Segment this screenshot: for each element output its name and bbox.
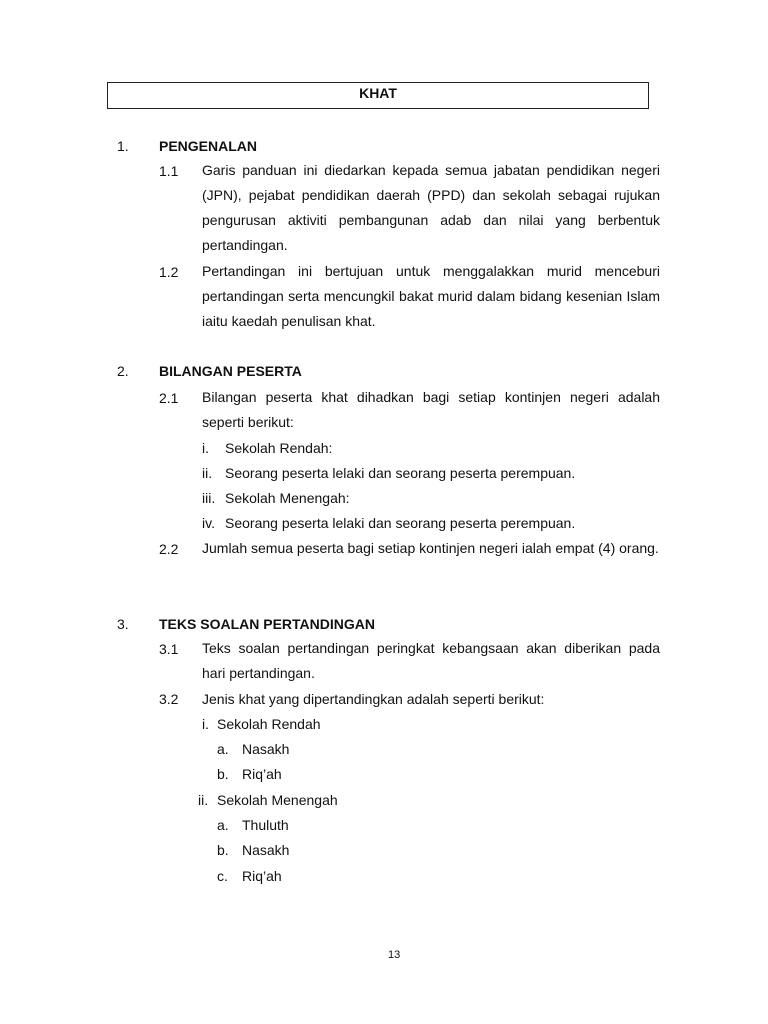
group-label-sekolah-menengah: Sekolah Menengah xyxy=(217,792,338,808)
section-1-heading: PENGENALAN xyxy=(159,138,258,154)
option-item: Nasakh xyxy=(242,741,290,757)
item-1-1-text: Garis panduan ini diedarkan kepada semua jabatan pendidikan negeri (JPN), pejabat pendidikan daerah (PPD) dan sekolah sebagai rujukan pengurusan aktiviti pembangunan adab dan nilai yang berbentuk pertandingan. xyxy=(202,162,660,253)
option-marker: b. xyxy=(217,842,229,858)
section-2-heading: BILANGAN PESERTA xyxy=(159,363,302,379)
item-3-2-number: 3.2 xyxy=(159,691,179,707)
item-2-1-text: Bilangan peserta khat dihadkan bagi setiap kontinjen negeri adalah seperti berikut: xyxy=(202,389,660,430)
section-2-number: 2. xyxy=(117,363,129,379)
option-item: Riq’ah xyxy=(242,868,282,884)
option-item: Thuluth xyxy=(242,817,289,833)
list-item-marker: i. xyxy=(202,440,209,456)
option-marker: c. xyxy=(217,868,228,884)
option-marker: a. xyxy=(217,817,229,833)
list-item: Sekolah Menengah: xyxy=(225,490,350,506)
item-3-1-number: 3.1 xyxy=(159,641,179,657)
item-2-2-text: Jumlah semua peserta bagi setiap kontinjen negeri ialah empat (4) orang. xyxy=(202,540,659,556)
item-3-2-text: Jenis khat yang dipertandingkan adalah seperti berikut: xyxy=(202,691,545,707)
list-item-marker: iv. xyxy=(202,515,215,531)
item-3-1-text: Teks soalan pertandingan peringkat kebangsaan akan diberikan pada hari pertandingan. xyxy=(202,640,660,681)
group-label-sekolah-rendah: Sekolah Rendah xyxy=(217,716,321,732)
page-number: 13 xyxy=(388,949,401,961)
section-3-number: 3. xyxy=(117,616,129,632)
option-item: Nasakh xyxy=(242,842,290,858)
item-1-2-number: 1.2 xyxy=(159,264,179,280)
list-item-marker: iii. xyxy=(202,490,216,506)
group-marker: i. xyxy=(202,716,209,732)
list-item: Seorang peserta lelaki dan seorang peserta perempuan. xyxy=(225,465,576,481)
list-item: Sekolah Rendah: xyxy=(225,440,333,456)
item-1-2-text: Pertandingan ini bertujuan untuk menggalakkan murid menceburi pertandingan serta mencungkil bakat murid dalam bidang kesenian Islam iaitu kaedah penulisan khat. xyxy=(202,263,660,329)
document-title: KHAT xyxy=(359,85,397,101)
section-1-number: 1. xyxy=(117,138,129,154)
item-2-2-number: 2.2 xyxy=(159,541,179,557)
option-item: Riq’ah xyxy=(242,766,282,782)
list-item: Seorang peserta lelaki dan seorang peserta perempuan. xyxy=(225,515,576,531)
document-title-box xyxy=(107,82,649,109)
group-marker: ii. xyxy=(198,792,209,808)
option-marker: b. xyxy=(217,766,229,782)
list-item-marker: ii. xyxy=(202,465,213,481)
option-marker: a. xyxy=(217,741,229,757)
section-3-heading: TEKS SOALAN PERTANDINGAN xyxy=(159,616,375,632)
item-2-1-number: 2.1 xyxy=(159,390,179,406)
item-1-1-number: 1.1 xyxy=(159,163,179,179)
